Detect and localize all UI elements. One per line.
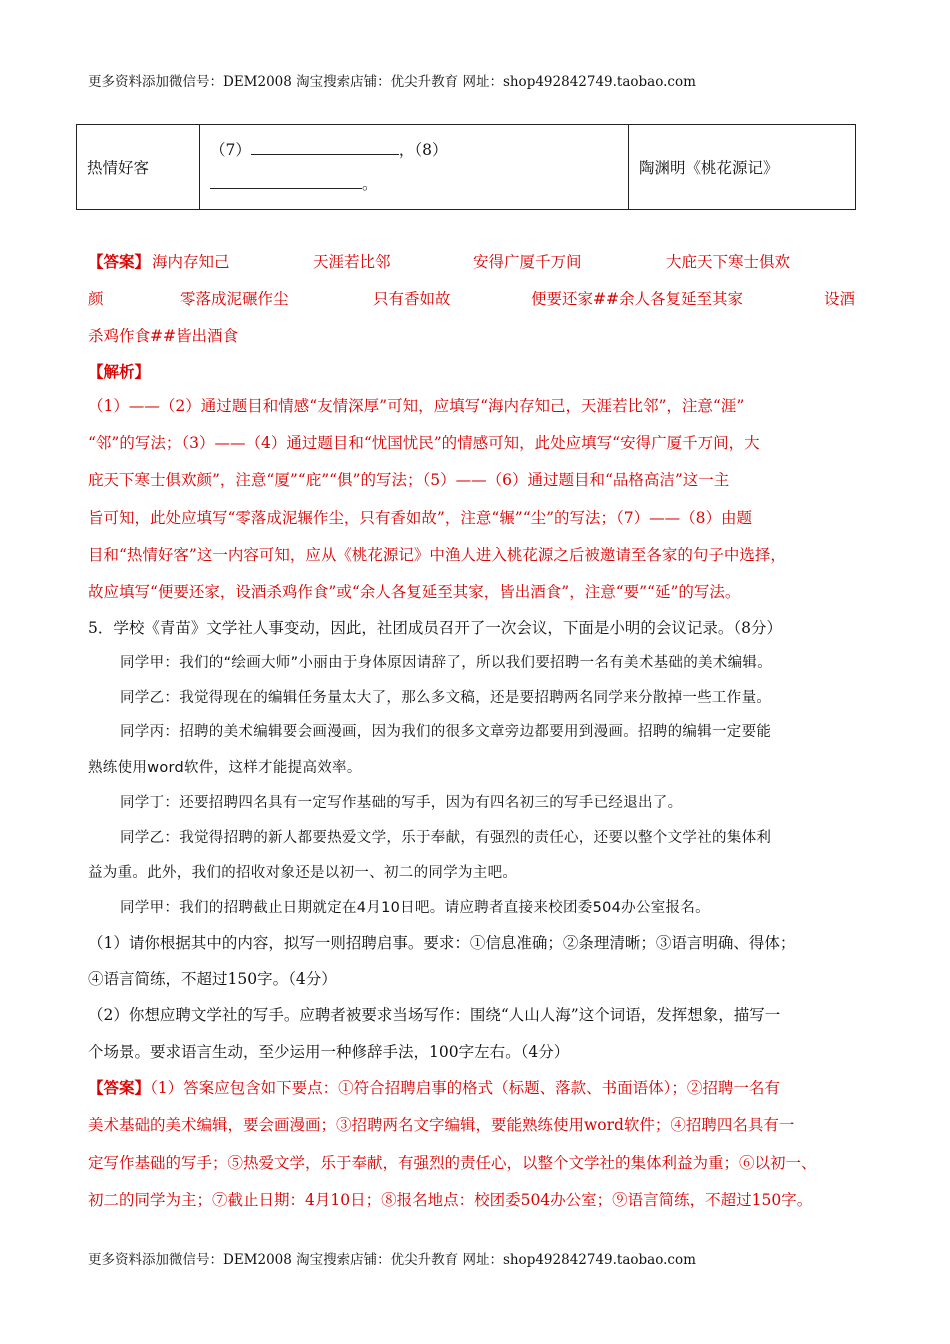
source-cell: 陶渊明《桃花源记》	[629, 125, 856, 210]
sub-question-line: 个场景。要求语言生动，至少运用一种修辞手法，100字左右。（4分）	[88, 1043, 570, 1061]
answer4-item: 只有香如故	[373, 290, 451, 308]
answer5-line: 初二的同学为主；⑦截止日期：4月10日；⑧报名地点：校团委504办公室；⑨语言简练，不超过150字。	[88, 1191, 813, 1209]
dialogue-line: 同学丁：还要招聘四名具有一定写作基础的写手，因为有四名初三的写手已经退出了。	[120, 795, 683, 811]
answer4-label: 【答案】	[88, 252, 151, 271]
answer4-line-1	[88, 250, 150, 272]
analysis4-line: 庇天下寒士俱欢颜”，注意“厦”“庇”“俱”的写法；（5）——（6）通过题目和“品格高洁”这一主	[88, 471, 730, 489]
answer4-item: 海内存知己	[152, 253, 230, 271]
blank-line-2	[210, 167, 618, 201]
page-footer: 更多资料添加微信号：DEM2008 淘宝搜索店铺：优尖升教育 网址：shop492842749.taobao.com	[88, 1252, 696, 1268]
analysis4-line: 目和“热情好客”这一内容可知，应从《桃花源记》中渔人进入桃花源之后被邀请至各家的句子中选择，	[88, 546, 786, 564]
analysis4-label: 【解析】	[88, 362, 151, 381]
blank-7[interactable]	[251, 138, 399, 155]
dialogue-line: 同学甲：我们的招聘截止日期就定在4月10日吧。请应聘者直接来校团委504办公室报名。	[120, 900, 710, 916]
dialogue-line: 同学乙：我觉得现在的编辑任务量太大了，那么多文稿，还是要招聘两名同学来分散掉一些工作量。	[120, 690, 772, 706]
answer5-line: 美术基础的美术编辑，要会画漫画；③招聘两名文字编辑，要能熟练使用word软件；④招聘四名具有一	[88, 1116, 795, 1134]
answer4-item: 大庇天下寒士俱欢	[666, 253, 791, 271]
poem-table	[76, 124, 856, 210]
sub-question-line: （2）你想应聘文学社的写手。应聘者被要求当场写作：围绕“人山人海”这个词语，发挥想象，描写一	[88, 1006, 781, 1024]
analysis4-line: “邻”的写法；（3）——（4）通过题目和“忧国忧民”的情感可知，此处应填写“安得广厦千万间，大	[88, 434, 760, 452]
answer5-line-1	[88, 1076, 780, 1098]
blank-line-1	[210, 133, 618, 167]
answer4-item: 安得广厦千万间	[473, 253, 582, 271]
blank-7-label: （7）	[210, 141, 251, 159]
analysis4-line: 旨可知，此处应填写“零落成泥辗作尘，只有香如故”，注意“辗”“尘”的写法；（7）——（8）由题	[88, 509, 753, 527]
theme-cell: 热情好客	[77, 125, 200, 210]
page-header: 更多资料添加微信号：DEM2008 淘宝搜索店铺：优尖升教育 网址：shop492842749.taobao.com	[88, 74, 696, 90]
sub-question-line: ④语言简练，不超过150字。（4分）	[88, 970, 337, 988]
dialogue-line: 同学甲：我们的“绘画大师”小丽由于身体原因请辞了，所以我们要招聘一名有美术基础的美术编辑。	[120, 655, 773, 671]
blank-cell	[200, 125, 629, 210]
table-row	[77, 125, 856, 210]
analysis4-line: 故应填写“便要还家，设酒杀鸡作食”或“余人各复延至其家，皆出酒食”，注意“要”“延”的写法。	[88, 583, 741, 601]
sub-question-line: （1）请你根据其中的内容，拟写一则招聘启事。要求：①信息准确；②条理清晰；③语言明确、得体；	[88, 934, 796, 952]
answer5-line: 定写作基础的写手；⑤热爱文学，乐于奉献，有强烈的责任心，以整个文学社的集体利益为重；⑥以初一、	[88, 1154, 817, 1172]
answer4-item: 设酒	[824, 290, 856, 308]
answer5-label: 【答案】	[88, 1078, 151, 1097]
answer4-item: 颜	[88, 290, 104, 308]
blank-8[interactable]	[210, 172, 362, 189]
dialogue-line: 同学乙：我觉得招聘的新人都要热爱文学，乐于奉献，有强烈的责任心，还要以整个文学社的集体利	[120, 830, 772, 846]
dialogue-line: 益为重。此外，我们的招收对象还是以初一、初二的同学为主吧。	[88, 865, 518, 881]
answer4-item: 天涯若比邻	[313, 253, 391, 271]
answer5-text: （1）答案应包含如下要点：①符合招聘启事的格式（标题、落款、书面语体）；②招聘一名有	[150, 1079, 780, 1097]
dialogue-line: 同学丙：招聘的美术编辑要会画漫画，因为我们的很多文章旁边都要用到漫画。招聘的编辑一定要能	[120, 724, 772, 740]
dialogue-line: 熟练使用word软件，这样才能提高效率。	[88, 760, 362, 776]
blank-separator: ，（8）	[398, 141, 448, 159]
answer4-item: 杀鸡作食##皆出酒食	[88, 327, 238, 345]
question5-stem: 5．学校《青苗》文学社人事变动，因此，社团成员召开了一次会议，下面是小明的会议记录。（8分）	[88, 619, 782, 637]
answer4-item: 便要还家##余人各复延至其家	[531, 290, 743, 308]
answer4-item: 零落成泥碾作尘	[180, 290, 289, 308]
analysis4-line: （1）——（2）通过题目和情感“友情深厚”可知，应填写“海内存知己，天涯若比邻”，注意“涯”	[88, 397, 745, 415]
blank-end: 。	[362, 175, 378, 193]
